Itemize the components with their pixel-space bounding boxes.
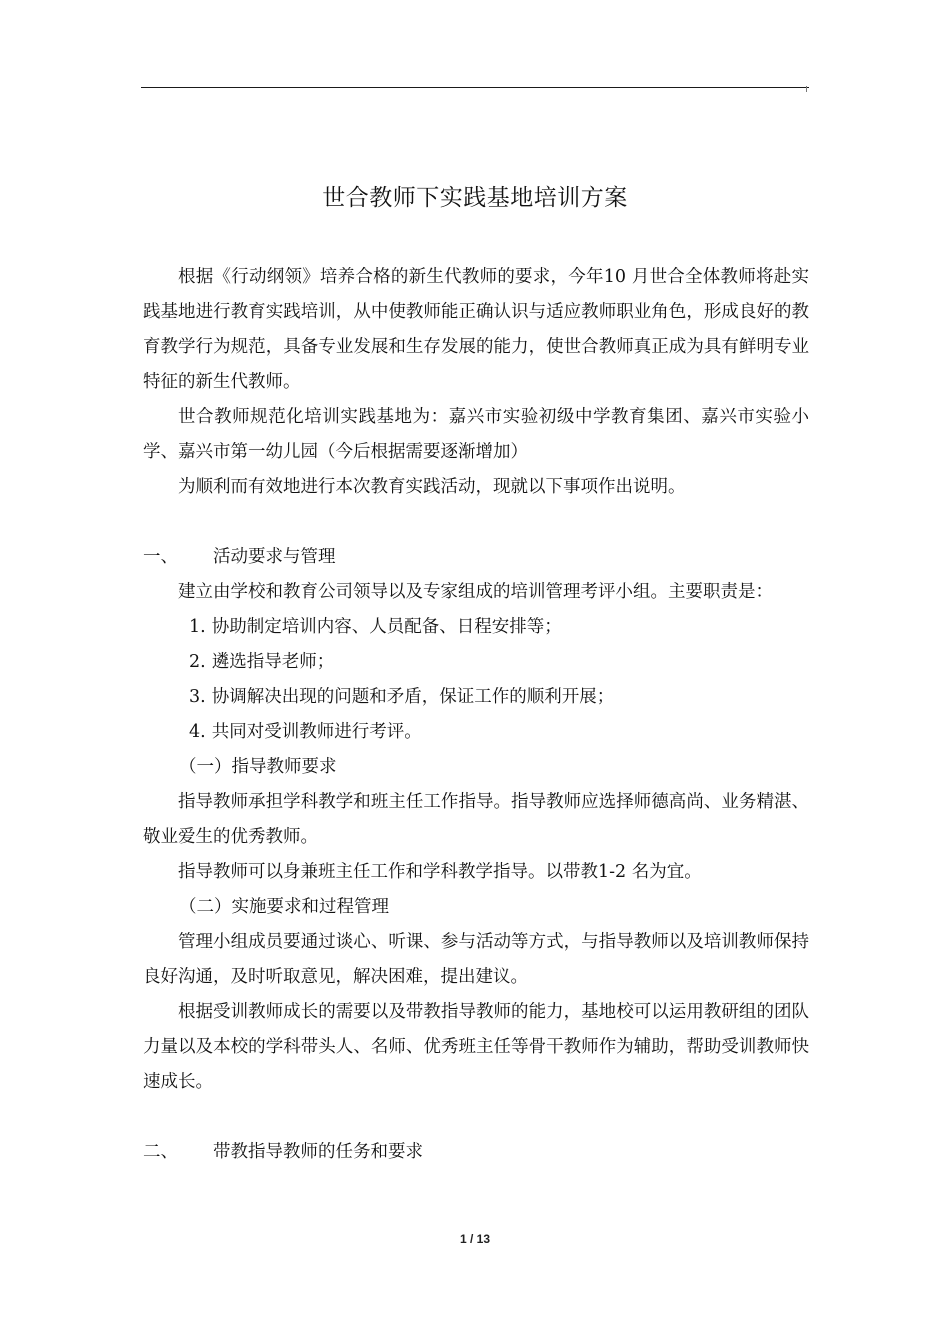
list-item-text: 共同对受训教师进行考评。 [211,722,422,742]
subsection-2-heading: （二）实施要求和过程管理 [179,897,389,917]
subsection-1-heading: （一）指导教师要求 [179,757,337,777]
intro-paragraph-2: 世合教师规范化培训实践基地为：嘉兴市实验初级中学教育集团、嘉兴市实验小学、嘉兴市第一幼儿园（今后根据需要逐渐增加） [143,407,809,462]
subsection-2-paragraph-1: 管理小组成员要通过谈心、听课、参与活动等方式，与指导教师以及培训教师保持良好沟通，及时听取意见，解决困难，提出建议。 [143,932,809,987]
section-2-heading [143,1135,809,1170]
document-title: 世合教师下实践基地培训方案 [322,185,628,211]
list-item-number: 1. [189,617,206,637]
list-item-number: 4. [189,722,206,742]
section-1-number: 一、 [143,547,178,567]
page-indicator: 1 / 13 [459,1232,491,1246]
list-item-text: 协助制定培训内容、人员配备、日程安排等； [211,617,562,637]
section-1-title: 活动要求与管理 [213,547,336,567]
subsection-2-paragraph-2: 根据受训教师成长的需要以及带教指导教师的能力，基地校可以运用教研组的团队力量以及本校的学科带头人、名师、优秀班主任等骨干教师作为辅助，帮助受训教师快速成长。 [143,1002,809,1092]
subsection-1-paragraph-2: 指导教师可以身兼班主任工作和学科教学指导。以带教1-2 名为宜。 [178,862,702,882]
section-1-intro: 建立由学校和教育公司领导以及专家组成的培训管理考评小组。主要职责是： [178,582,773,602]
list-item-text: 协调解决出现的问题和矛盾，保证工作的顺利开展； [211,687,615,707]
spacer [143,505,809,540]
header-rule [141,87,809,88]
section-2-title: 带教指导教师的任务和要求 [213,1142,423,1162]
section-1-heading [143,540,809,575]
spacer [143,1100,809,1135]
intro-paragraph-3: 为顺利而有效地进行本次教育实践活动，现就以下事项作出说明。 [178,477,686,497]
document-body [143,260,809,1170]
subsection-1-paragraph-1: 指导教师承担学科教学和班主任工作指导。指导教师应选择师德高尚、业务精湛、敬业爱生的优秀教师。 [143,792,809,847]
header-corner-mark [806,86,809,92]
list-item [143,610,809,645]
list-item [143,715,809,750]
intro-paragraph-1: 根据《行动纲领》培养合格的新生代教师的要求，今年10 月世合全体教师将赴实践基地进行教育实践培训，从中使教师能正确认识与适应教师职业角色，形成良好的教育教学行为规范，具备专业发展和生存发展的能力，使世合教师真正成为具有鲜明专业特征的新生代教师。 [143,267,809,392]
list-item-number: 2. [189,652,206,672]
list-item-number: 3. [189,687,206,707]
list-item-text: 遴选指导老师； [211,652,335,672]
list-item [143,680,809,715]
section-2-number: 二、 [143,1142,178,1162]
list-item [143,645,809,680]
